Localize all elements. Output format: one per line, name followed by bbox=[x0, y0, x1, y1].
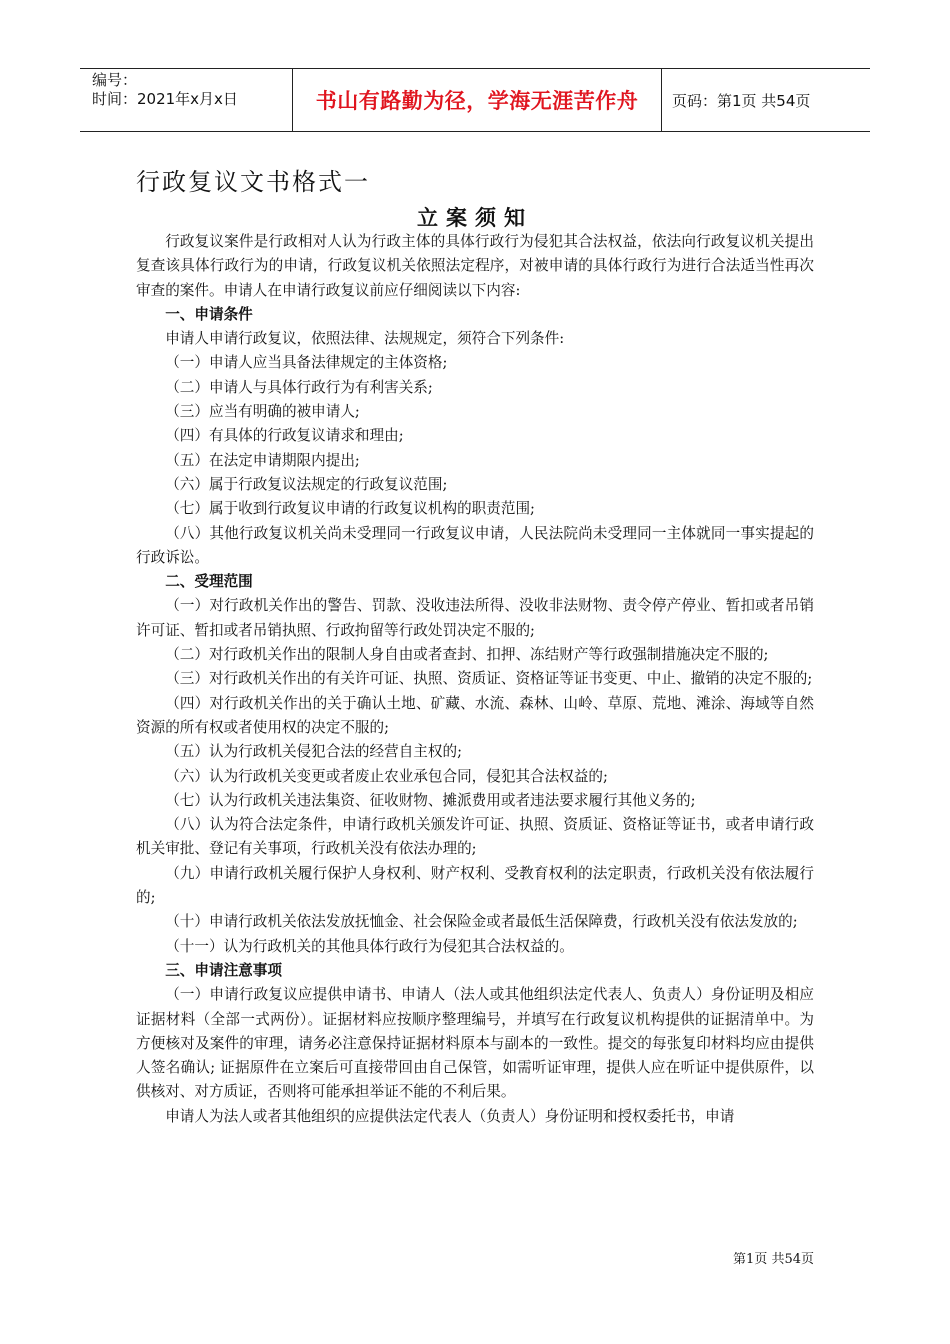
list-item: （七）属于收到行政复议申请的行政复议机构的职责范围; bbox=[165, 500, 535, 518]
document-subtitle: 立案须知 bbox=[417, 205, 533, 230]
intro-paragraph: 行政复议案件是行政相对人认为行政主体的具体行政行为侵犯其合法权益，依法向行政复议机关提出复查该具体行政行为的申请，行政复议机关依照法定程序，对被申请的具体行政行为进行合法适当性再次审查的案件。申请人在申请行政复议前应仔细阅读以下内容: bbox=[136, 233, 814, 299]
list-item: （八）其他行政复议机关尚未受理同一行政复议申请，人民法院尚未受理同一主体就同一事实提起的行政诉讼。 bbox=[136, 524, 814, 566]
list-item: （五）在法定申请期限内提出; bbox=[165, 451, 360, 469]
list-item: （三）对行政机关作出的有关许可证、执照、资质证、资格证等证书变更、中止、撤销的决定不服的; bbox=[165, 670, 813, 688]
list-item: （四）有具体的行政复议请求和理由; bbox=[165, 427, 404, 445]
header-meta bbox=[80, 69, 292, 131]
list-item: （八）认为符合法定条件，申请行政机关颁发许可证、执照、资质证、资格证等证书，或者申请行政机关审批、登记有关事项，行政机关没有依法办理的; bbox=[136, 816, 814, 858]
section-heading: 二、受理范围 bbox=[165, 573, 253, 591]
list-item: （五）认为行政机关侵犯合法的经营自主权的; bbox=[165, 743, 462, 761]
section-heading: 一、申请条件 bbox=[165, 305, 253, 323]
page-number-label: 页码：第1页 共54页 bbox=[672, 91, 811, 110]
page-header bbox=[80, 68, 870, 132]
list-item: （二）申请人与具体行政行为有利害关系; bbox=[165, 378, 433, 396]
list-item: （十）申请行政机关依法发放抚恤金、社会保险金或者最低生活保障费，行政机关没有依法发放的; bbox=[165, 913, 798, 931]
paragraph: 申请人申请行政复议，依照法律、法规规定，须符合下列条件: bbox=[165, 330, 565, 348]
list-item: （一）申请行政复议应提供申请书、申请人（法人或其他组织法定代表人、负责人）身份证明及相应证据材料（全部一式两份）。证据材料应按顺序整理编号，并填写在行政复议机构提供的证据清单中。为方便核对及案件的审理，请务必注意保持证据材料原本与副本的一致性。提交的每张复印材料均应由提供人签名确认; 证据原件在立案后可直接带回由自己保管，如需听证审理，提供人应在听证中提供原件，以供核对、对方质证，否则将可能承担举证不能的不利后果。 bbox=[136, 986, 814, 1101]
document-body bbox=[136, 230, 814, 1129]
list-item: （一）对行政机关作出的警告、罚款、没收违法所得、没收非法财物、责令停产停业、暂扣或者吊销许可证、暂扣或者吊销执照、行政拘留等行政处罚决定不服的; bbox=[136, 597, 814, 639]
document-number-label: 编号： bbox=[92, 71, 138, 89]
list-item: （三）应当有明确的被申请人; bbox=[165, 403, 360, 421]
list-item: （九）申请行政机关履行保护人身权利、财产权利、受教育权利的法定职责，行政机关没有依法履行的; bbox=[136, 864, 814, 907]
list-item: （十一）认为行政机关的其他具体行政行为侵犯其合法权益的。 bbox=[165, 937, 574, 955]
section-heading: 三、申请注意事项 bbox=[165, 961, 282, 979]
paragraph: 申请人为法人或者其他组织的应提供法定代表人（负责人）身份证明和授权委托书，申请 bbox=[165, 1107, 735, 1125]
header-page-info bbox=[662, 69, 870, 131]
list-item: （六）认为行政机关变更或者废止农业承包合同，侵犯其合法权益的; bbox=[165, 767, 608, 785]
list-item: （七）认为行政机关违法集资、征收财物、摊派费用或者违法要求履行其他义务的; bbox=[165, 791, 696, 809]
document-date-label: 时间：2021年x月x日 bbox=[92, 90, 238, 108]
header-motto bbox=[292, 69, 662, 131]
motto-text: 书山有路勤为径，学海无涯苦作舟 bbox=[315, 89, 639, 113]
page-footer: 第1页 共54页 bbox=[733, 1252, 814, 1267]
list-item: （二）对行政机关作出的限制人身自由或者查封、扣押、冻结财产等行政强制措施决定不服的; bbox=[165, 646, 769, 664]
document-title: 行政复议文书格式一 bbox=[136, 168, 370, 196]
list-item: （六）属于行政复议法规定的行政复议范围; bbox=[165, 475, 448, 493]
list-item: （四）对行政机关作出的关于确认土地、矿藏、水流、森林、山岭、草原、荒地、滩涂、海域等自然资源的所有权或者使用权的决定不服的; bbox=[136, 694, 814, 736]
list-item: （一）申请人应当具备法律规定的主体资格; bbox=[165, 354, 448, 372]
